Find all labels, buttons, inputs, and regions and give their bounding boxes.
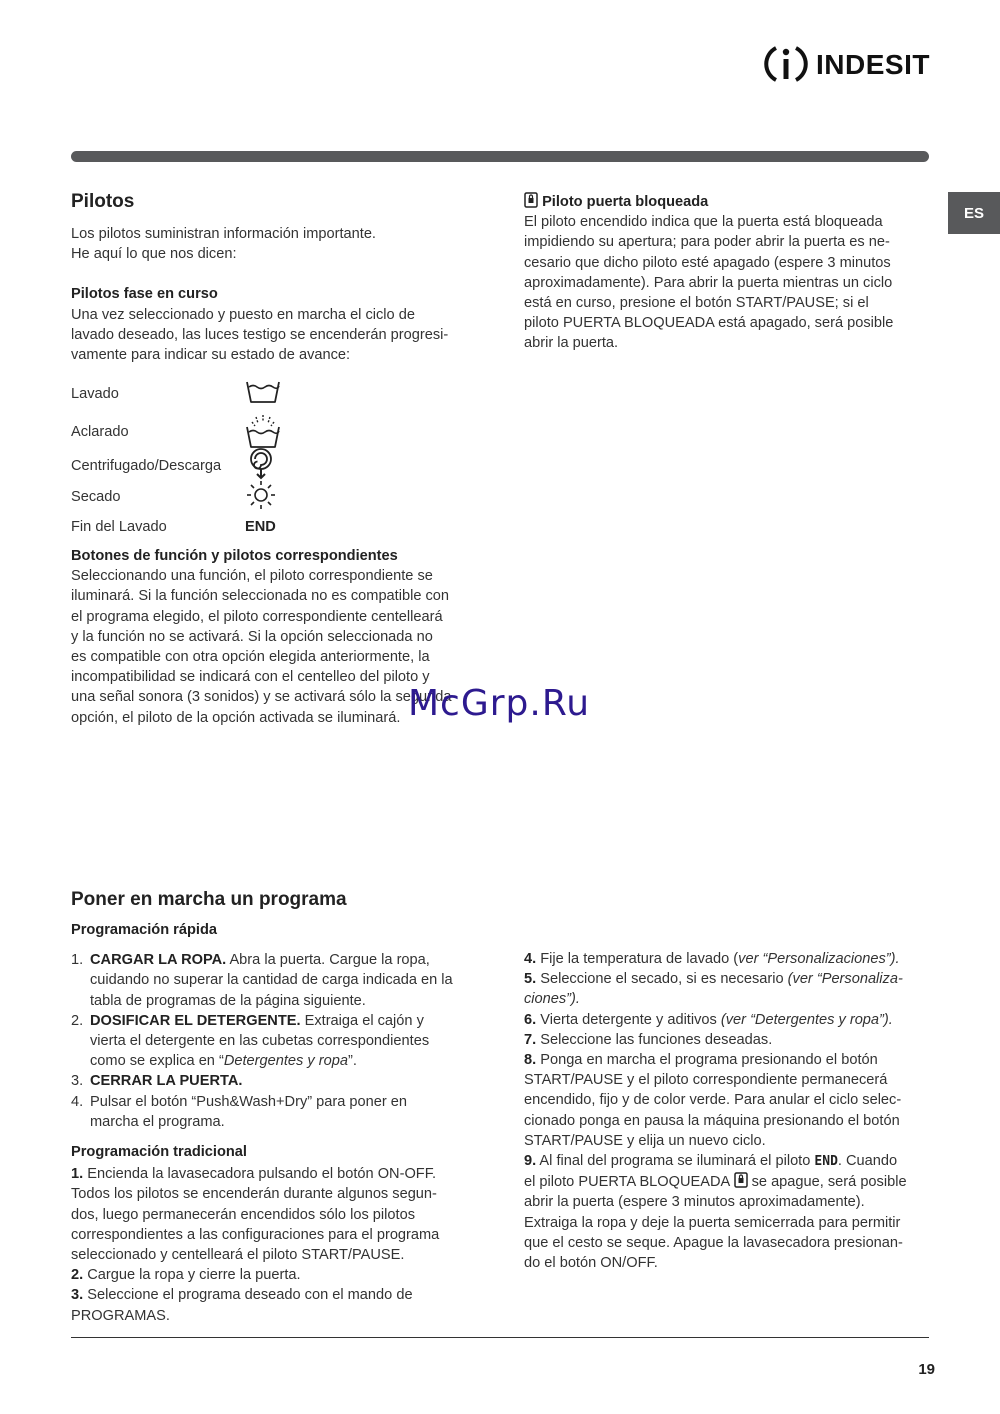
item-bold: CERRAR LA PUERTA. (90, 1073, 243, 1090)
step-text: Ponga en marcha el programa presionando el botón (536, 1052, 878, 1069)
door-lock-icon (734, 1172, 748, 1188)
step-text: cionado ponga en pausa la máquina presionando el botón (524, 1112, 900, 1129)
pilotos-title: Pilotos (71, 191, 135, 212)
phase-label: Fin del Lavado (71, 519, 167, 535)
item-text: como se explica en “ (90, 1053, 224, 1070)
step-italic: ciones”). (524, 991, 580, 1008)
programa-section (71, 888, 491, 1326)
botones-line: es compatible con otra opción elegida anteriormente, la (71, 649, 430, 666)
puerta-line: piloto PUERTA BLOQUEADA está apagado, será posible (524, 315, 894, 332)
fase-line: Una vez seleccionado y puesto en marcha el ciclo de (71, 306, 415, 323)
step-italic: (ver “Detergentes y ropa”). (720, 1011, 893, 1028)
phase-label: Lavado (71, 386, 119, 402)
item-text: Extraiga el cajón y (300, 1012, 424, 1029)
puerta-title-row (524, 192, 934, 212)
item-text: cuidando no superar la cantidad de carga indicada en la (90, 972, 453, 989)
phase-label: Centrifugado/Descarga (71, 458, 222, 474)
step-text: dos, luego permanecerán encendidos sólo los pilotos (71, 1206, 415, 1223)
indesit-logo-icon (762, 40, 810, 88)
puerta-line: impidiendo su apertura; para poder abrir la puerta es ne- (524, 234, 890, 251)
fase-line: lavado deseado, las luces testigo se encenderán progresi- (71, 326, 449, 343)
rapida-item-1 (71, 950, 491, 1011)
step-text: PROGRAMAS. (71, 1307, 170, 1324)
step-text: Seleccione el programa deseado con el mando de (83, 1287, 413, 1304)
step-number: 1. (71, 1166, 84, 1183)
end-icon: END (245, 519, 276, 535)
item-text: tabla de programas de la página siguiente. (90, 992, 366, 1009)
item-text: marcha el programa. (90, 1113, 225, 1130)
step-text: Seleccione las funciones deseadas. (536, 1031, 773, 1048)
puerta-title: Piloto puerta bloqueada (542, 194, 709, 210)
botones-line: el programa elegido, el piloto correspondiente centelleará (71, 608, 443, 625)
header-divider-bar (71, 151, 929, 162)
step-text: encendido, fijo y de color verde. Para anular el ciclo selec- (524, 1092, 902, 1109)
botones-line: incompatibilidad se indicará con el centelleo del piloto y (71, 669, 430, 686)
logo-text: INDESIT (816, 49, 930, 80)
pilotos-intro-2: He aquí lo que nos dicen: (71, 246, 237, 263)
list-number: 3. (71, 1073, 84, 1090)
step-text: Fije la temperatura de lavado ( (536, 951, 739, 967)
botones-line: Seleccionando una función, el piloto correspondiente se (71, 568, 433, 585)
step-text: Extraiga la ropa y deje la puerta semicerrada para permitir (524, 1214, 901, 1231)
rapida-item-3 (71, 1071, 491, 1091)
programa-title: Poner en marcha un programa (71, 889, 347, 910)
step-text: Encienda la lavasecadora pulsando el botón ON-OFF. (83, 1166, 437, 1183)
step-number: 5. (524, 971, 537, 988)
step-text: START/PAUSE y el piloto correspondiente permanecerá (524, 1072, 888, 1089)
step-text: se apague, será posible (747, 1174, 907, 1191)
fase-title: Pilotos fase en curso (71, 286, 218, 303)
fase-line: vamente para indicar su estado de avance: (71, 347, 351, 364)
step-text: Cargue la ropa y cierre la puerta. (83, 1267, 301, 1284)
step-text: seleccionado y centelleará el piloto START/PAUSE. (71, 1247, 405, 1264)
rapida-title: Programación rápida (71, 922, 217, 938)
puerta-line: aproximadamente). Para abrir la puerta mientras un ciclo (524, 274, 893, 291)
puerta-section (524, 192, 934, 354)
pilotos-intro-1: Los pilotos suministran información importante. (71, 226, 376, 242)
rapida-item-4 (71, 1092, 491, 1132)
step-text: START/PAUSE y elija un nuevo ciclo. (524, 1132, 766, 1149)
step-number: 4. (524, 951, 537, 967)
item-text: vierta el detergente en las cubetas correspondientes (90, 1033, 430, 1050)
botones-line: iluminará. Si la función seleccionada no es compatible con (71, 588, 450, 605)
item-bold: DOSIFICAR EL DETERGENTE. (90, 1012, 301, 1029)
step-text: Seleccione el secado, si es necesario (536, 971, 788, 988)
step-italic: ver “Personalizaciones”). (738, 951, 900, 967)
step-text: el piloto PUERTA BLOQUEADA (524, 1174, 734, 1191)
step-number: 3. (71, 1287, 84, 1304)
tradicional-title: Programación tradicional (71, 1144, 247, 1161)
item-text: Pulsar el botón “Push&Wash+Dry” para poner en (90, 1093, 408, 1110)
step-text: Al final del programa se iluminará el piloto (536, 1153, 815, 1170)
indesit-logo (762, 40, 932, 88)
list-number: 4. (71, 1093, 84, 1110)
wash-icon (243, 378, 283, 410)
step-italic: (ver “Personaliza- (787, 971, 903, 988)
puerta-line: cesario que dicho piloto esté apagado (espere 3 minutos (524, 254, 891, 271)
rinse-icon (243, 410, 283, 448)
step-number: 9. (524, 1153, 537, 1170)
puerta-line: abrir la puerta. (524, 335, 619, 352)
spin-drain-icon (243, 446, 283, 482)
door-lock-icon (524, 192, 538, 208)
step-text: correspondientes a las configuraciones para el programa (71, 1226, 440, 1243)
item-text: Abra la puerta. Cargue la ropa, (226, 952, 430, 969)
puerta-line: está en curso, presione el botón START/PAUSE; si el (524, 295, 869, 312)
page-number: 19 (918, 1361, 935, 1378)
pilotos-section (71, 190, 481, 365)
phase-list (71, 386, 321, 546)
step-text: que el cesto se seque. Apague la lavasecadora presionan- (524, 1234, 903, 1251)
programa-right-column (524, 949, 939, 1273)
list-number: 1. (71, 952, 84, 969)
drying-icon (243, 479, 283, 511)
footer-divider (71, 1337, 929, 1338)
step-text: Vierta detergente y aditivos (536, 1011, 721, 1028)
botones-line: y la función no se activará. Si la opción seleccionada no (71, 628, 433, 645)
item-bold: CARGAR LA ROPA. (90, 952, 227, 969)
step-text: do el botón ON/OFF. (524, 1255, 658, 1272)
step-number: 2. (71, 1267, 84, 1284)
botones-line: una señal sonora (3 sonidos) y se activará sólo la segunda (71, 689, 452, 706)
step-number: 8. (524, 1052, 537, 1069)
item-italic: Detergentes y ropa (223, 1053, 348, 1070)
watermark: McGrp.Ru (408, 683, 591, 724)
phase-label: Aclarado (71, 424, 129, 440)
step-text: abrir la puerta (espere 3 minutos aproximadamente). (524, 1194, 865, 1211)
step-text: Todos los pilotos se encenderán durante algunos segun- (71, 1186, 437, 1203)
step-text: . Cuando (837, 1153, 898, 1170)
step-number: 7. (524, 1031, 537, 1048)
botones-line: opción, el piloto de la opción activada se iluminará. (71, 709, 401, 726)
botones-title: Botones de función y pilotos correspondientes (71, 548, 398, 564)
language-tab: ES (948, 192, 1000, 234)
rapida-item-2 (71, 1011, 491, 1072)
item-text: ”. (347, 1053, 357, 1070)
step-number: 6. (524, 1011, 537, 1028)
phase-label: Secado (71, 489, 121, 505)
puerta-line: El piloto encendido indica que la puerta está bloqueada (524, 214, 883, 231)
list-number: 2. (71, 1012, 84, 1029)
end-symbol: END (814, 1154, 838, 1170)
